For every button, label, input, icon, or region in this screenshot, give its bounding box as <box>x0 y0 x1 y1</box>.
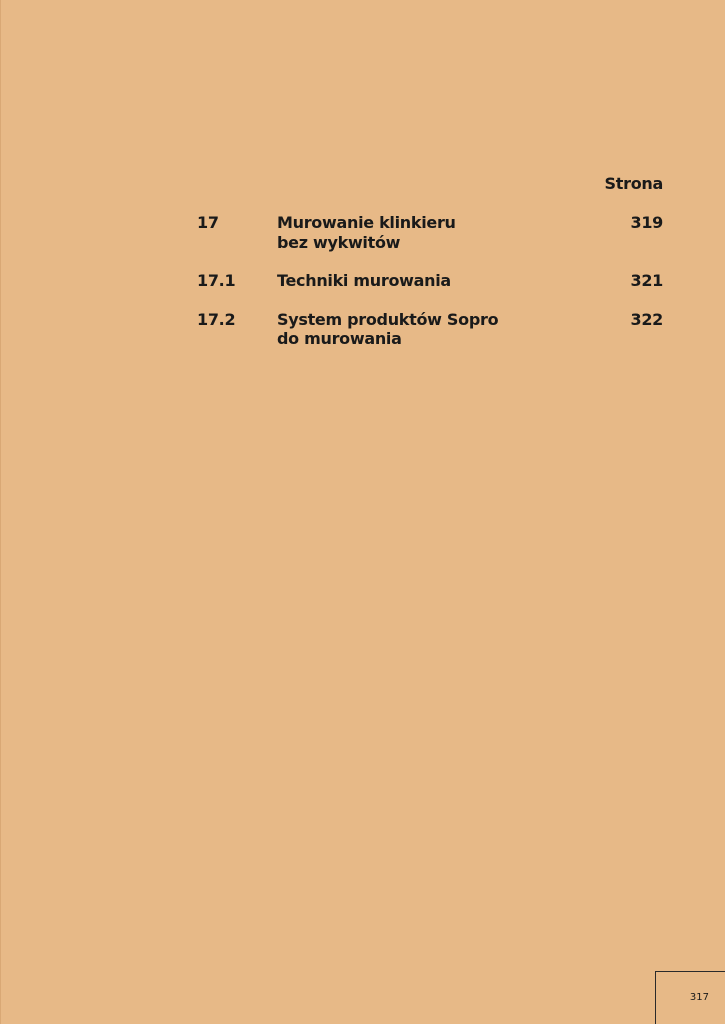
toc-entry-page: 319 <box>630 213 663 232</box>
toc-entry-title-line: System produktów Sopro <box>277 309 499 329</box>
toc-entry-title-line: Techniki murowania <box>277 271 451 290</box>
toc-entry-page: 321 <box>630 271 663 290</box>
toc-entry-page: 322 <box>630 309 663 329</box>
toc-entry-17[interactable] <box>197 213 663 252</box>
toc-entry-title-line: do murowania <box>277 329 402 348</box>
toc-entry-number: 17.1 <box>197 271 236 290</box>
toc-entry-17-2[interactable] <box>197 310 663 349</box>
toc-entry-title-line: Murowanie klinkieru <box>277 213 456 232</box>
page-number-box <box>655 971 725 1024</box>
toc-entry-title <box>277 213 577 252</box>
toc-entry-number: 17.2 <box>197 309 236 329</box>
table-of-contents <box>197 174 663 349</box>
toc-entry-title <box>277 310 577 349</box>
toc-page-column-header: Strona <box>604 174 663 193</box>
toc-entry-number: 17 <box>197 213 219 232</box>
toc-entry-title-line: bez wykwitów <box>277 232 401 252</box>
page-number: 317 <box>689 992 709 1003</box>
toc-entry-17-1[interactable] <box>197 271 663 291</box>
page-edge-line <box>0 0 1 1024</box>
toc-entry-title <box>277 271 577 291</box>
